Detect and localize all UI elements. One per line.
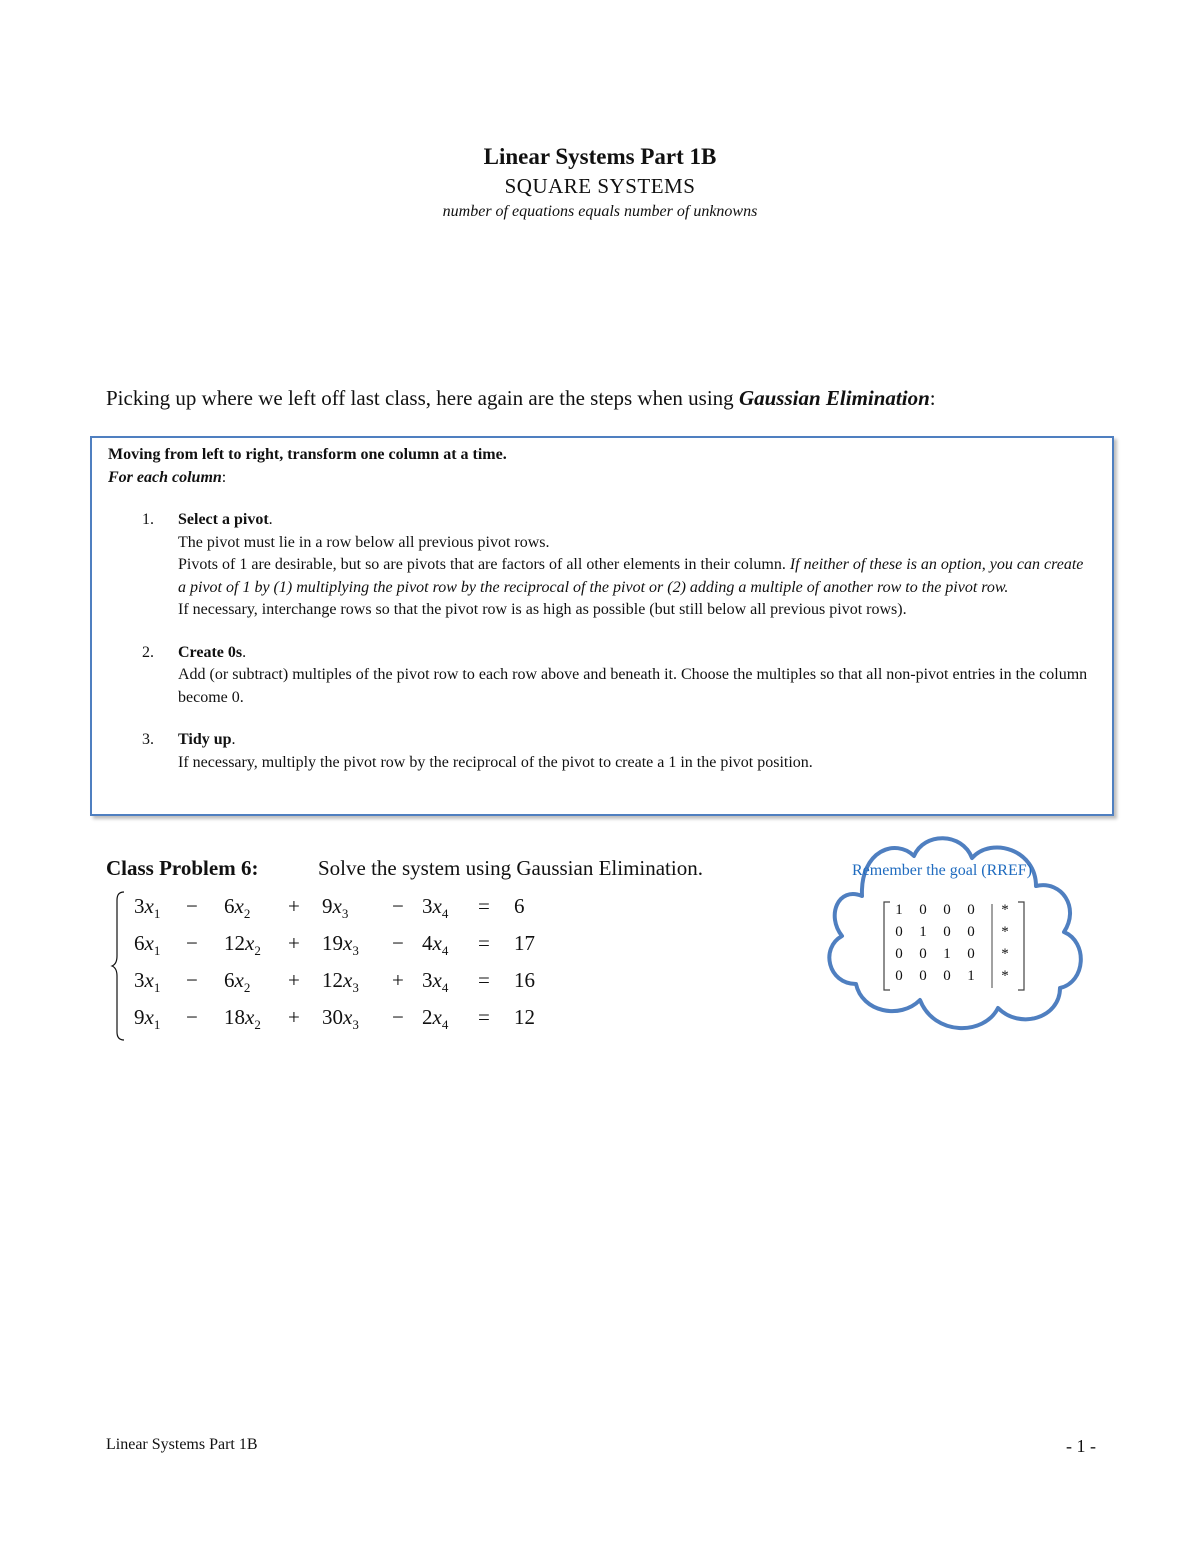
matrix-cell: 1 bbox=[919, 924, 927, 940]
matrix-cell: * bbox=[1001, 946, 1009, 962]
equation-row bbox=[110, 968, 550, 998]
equation-row bbox=[110, 931, 550, 961]
equation-term: $3x_1$ bbox=[134, 894, 161, 922]
equation-term: $3x_4$ bbox=[422, 968, 449, 996]
matrix-cell: 1 bbox=[943, 946, 951, 962]
equation-term: $9x_1$ bbox=[134, 1005, 161, 1033]
footer-page-number: - 1 - bbox=[1066, 1436, 1096, 1456]
class-problem-label: Class Problem 6: bbox=[106, 856, 259, 880]
page-title: Linear Systems Part 1B bbox=[483, 144, 717, 169]
matrix-cell: 1 bbox=[967, 968, 975, 984]
equation-term: $6x_2$ bbox=[224, 894, 251, 922]
rref-matrix bbox=[882, 900, 1026, 992]
matrix-cell: * bbox=[1001, 924, 1009, 940]
class-problem-description: Solve the system using Gaussian Elimination. bbox=[318, 856, 703, 880]
matrix-cell: * bbox=[1001, 968, 1009, 984]
equation-row bbox=[110, 1005, 550, 1035]
goal-cloud bbox=[816, 824, 1088, 1046]
equation-operator: − bbox=[392, 931, 404, 955]
equation-term: $3x_4$ bbox=[422, 894, 449, 922]
equation-rhs: 12 bbox=[514, 1005, 535, 1029]
step-create-zeros: 2. Create 0s. Add (or subtract) multiples of the pivot row to each row above and beneath it. Choose the multiples so that all non-pivot entries in the column become 0. bbox=[108, 642, 1094, 710]
step-tidy-up: 3. Tidy up. If necessary, multiply the pivot row by the reciprocal of the pivot to create a 1 in the pivot position. bbox=[108, 729, 1094, 774]
step-line: Add (or subtract) multiples of the pivot row to each row above and beneath it. Choose the multiples so that all non-pivot entries in the column become 0. bbox=[178, 666, 1088, 706]
equation-operator: − bbox=[186, 931, 198, 955]
equation-term: $3x_1$ bbox=[134, 968, 161, 996]
step-head: Create 0s bbox=[178, 643, 243, 661]
intro-end: : bbox=[929, 386, 936, 410]
step-line: If necessary, multiply the pivot row by the reciprocal of the pivot to create a 1 in the pivot position. bbox=[178, 753, 813, 771]
equation-operator: − bbox=[186, 968, 198, 992]
equation-term: $9x_3$ bbox=[322, 894, 349, 922]
intro-paragraph bbox=[106, 386, 936, 411]
equation-term: $12x_3$ bbox=[322, 968, 359, 996]
equation-term: $6x_1$ bbox=[134, 931, 161, 959]
footer-title: Linear Systems Part 1B bbox=[106, 1436, 258, 1453]
step-select-pivot: 1. Select a pivot. The pivot must lie in a row below all previous pivot rows. Pivots of 1 are desirable, but so are pivots that are factors of all other elements in their column. If neither of these is an option, you can create a pivot of 1 by (1) multiplying the pivot row by the reciprocal of the pivot or (2) adding a multiple of another row to the pivot row. If necessary, interchange rows so that the pivot row is as high as possible (but still below all previous pivot rows). bbox=[108, 509, 1094, 622]
equation-operator: + bbox=[288, 931, 300, 955]
matrix-cell: 0 bbox=[919, 946, 927, 962]
matrix-cell: 0 bbox=[895, 924, 903, 940]
matrix-cell: 0 bbox=[919, 968, 927, 984]
step-head: Select a pivot bbox=[178, 511, 269, 528]
matrix-cell: 0 bbox=[967, 946, 975, 962]
matrix-cell: 1 bbox=[895, 902, 903, 918]
page-subtitle: SQUARE SYSTEMS bbox=[504, 174, 696, 198]
step-number: 2. bbox=[142, 643, 154, 661]
matrix-cell: 0 bbox=[967, 902, 975, 918]
class-problem bbox=[106, 856, 703, 881]
equation-operator: + bbox=[288, 968, 300, 992]
cloud-label: Remember the goal (RREF) bbox=[852, 862, 1032, 879]
equals-sign: = bbox=[478, 894, 490, 918]
equals-sign: = bbox=[478, 1005, 490, 1029]
page-tagline: number of equations equals number of unknowns bbox=[442, 203, 758, 220]
step-head: Tidy up bbox=[178, 731, 232, 748]
equals-sign: = bbox=[478, 968, 490, 992]
matrix-cell: * bbox=[1001, 902, 1009, 918]
equation-term: $18x_2$ bbox=[224, 1005, 261, 1033]
matrix-cell: 0 bbox=[943, 902, 951, 918]
equation-term: $2x_4$ bbox=[422, 1005, 449, 1033]
steps-lead: Moving from left to right, transform one column at a time. bbox=[108, 446, 507, 463]
equation-rhs: 16 bbox=[514, 968, 535, 992]
intro-emphasis: Gaussian Elimination bbox=[738, 386, 930, 410]
equation-term: $30x_3$ bbox=[322, 1005, 359, 1033]
for-each-end: : bbox=[221, 468, 227, 486]
equation-term: $19x_3$ bbox=[322, 931, 359, 959]
equation-operator: − bbox=[392, 1005, 404, 1029]
equation-term: $12x_2$ bbox=[224, 931, 261, 959]
equation-system bbox=[110, 890, 550, 1040]
steps-box bbox=[90, 436, 1114, 816]
matrix-cell: 0 bbox=[943, 924, 951, 940]
step-number: 1. bbox=[142, 511, 154, 528]
matrix-cell: 0 bbox=[943, 968, 951, 984]
step-number: 3. bbox=[142, 731, 154, 748]
intro-text: Picking up where we left off last class, here again are the steps when using bbox=[106, 386, 739, 410]
equation-operator: + bbox=[392, 968, 404, 992]
equation-operator: + bbox=[288, 894, 300, 918]
equation-rhs: 6 bbox=[514, 894, 525, 918]
equation-operator: − bbox=[392, 894, 404, 918]
equation-term: $6x_2$ bbox=[224, 968, 251, 996]
step-line: If necessary, interchange rows so that the pivot row is as high as possible (but still below all previous pivot rows). bbox=[178, 601, 907, 618]
matrix-cell: 0 bbox=[895, 946, 903, 962]
step-line: The pivot must lie in a row below all previous pivot rows. bbox=[178, 533, 550, 551]
equation-operator: − bbox=[186, 1005, 198, 1029]
equation-row bbox=[110, 894, 550, 924]
steps-for-each bbox=[108, 467, 1094, 490]
step-line-italic: If neither of these is an option, you can create a pivot of 1 by (1) multiplying the pivot row by the reciprocal of the pivot or (2) adding a multiple of another row to the pivot row. bbox=[178, 556, 1084, 596]
equation-rhs: 17 bbox=[514, 931, 535, 955]
step-line: Pivots of 1 are desirable, but so are pivots that are factors of all other elements in their column. bbox=[178, 556, 790, 573]
equation-operator: − bbox=[186, 894, 198, 918]
matrix-cell: 0 bbox=[895, 968, 903, 984]
equation-operator: + bbox=[288, 1005, 300, 1029]
matrix-cell: 0 bbox=[919, 902, 927, 918]
matrix-cell: 0 bbox=[967, 924, 975, 940]
equals-sign: = bbox=[478, 931, 490, 955]
equation-term: $4x_4$ bbox=[422, 931, 449, 959]
for-each-label: For each column bbox=[108, 468, 222, 486]
